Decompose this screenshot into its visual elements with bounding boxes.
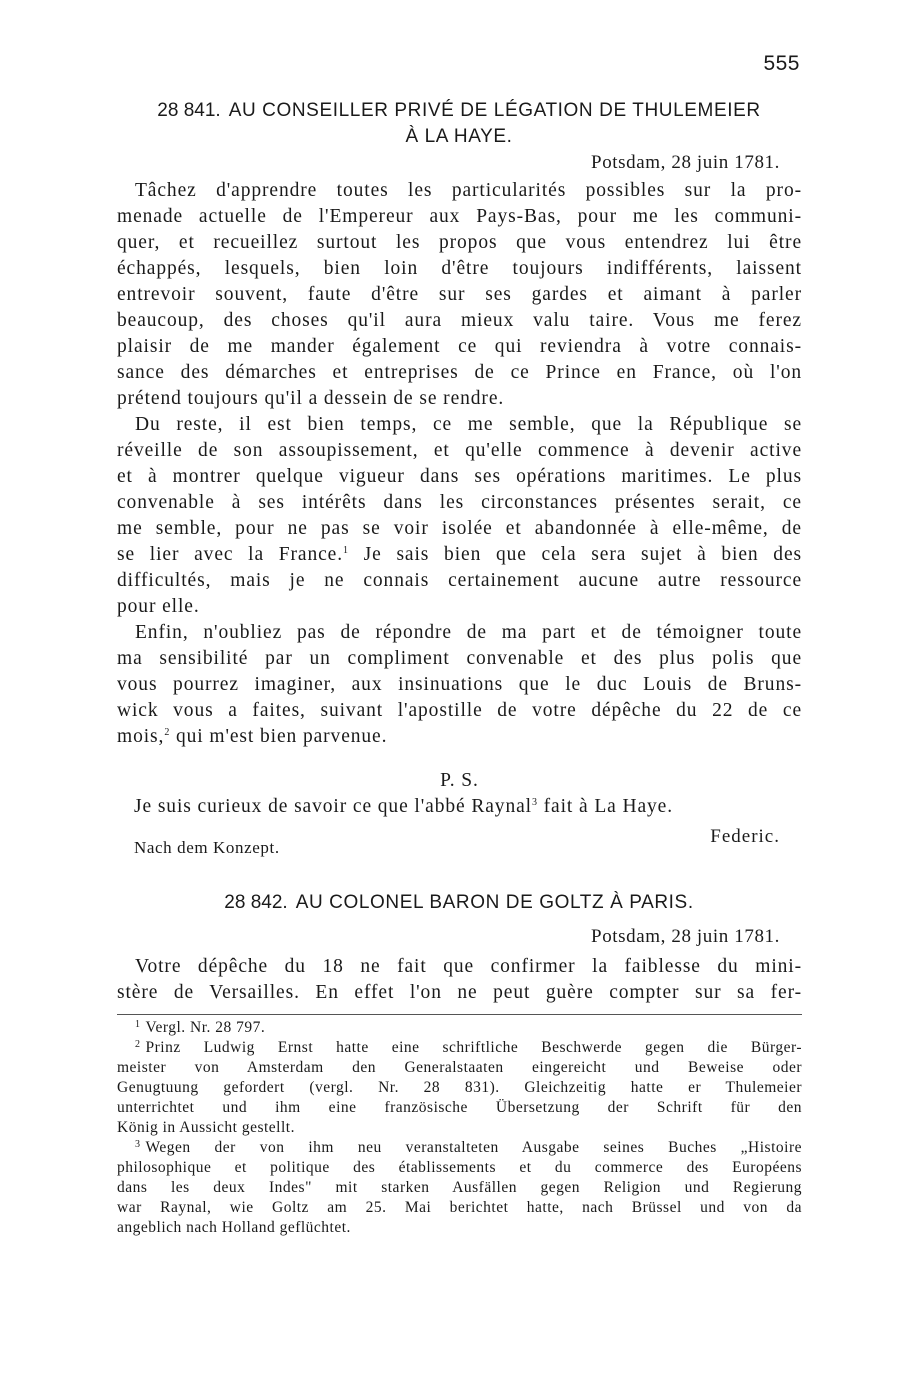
footnote-text: Vergl. Nr. 28 797. (145, 1019, 266, 1036)
footnote-3 (117, 1138, 802, 1238)
footnote-text: war Raynal, wie Goltz am 25. Mai berichtet hatte, nach Brüssel und von da (117, 1199, 802, 1216)
text-line: sance des démarches et entreprises de ce Prince en France, où l'on (117, 362, 802, 383)
text-line: ma sensibilité par un compliment convenable et des plus polis que (117, 648, 802, 669)
footnote-text: Wegen der von ihm neu veranstalteten Ausgabe seines Buches „Histoire (145, 1139, 802, 1156)
letter-1-dateline: Potsdam, 28 juin 1781. (591, 152, 780, 173)
text-line: Votre dépêche du 18 ne fait que confirmer la faiblesse du mini- (135, 956, 802, 977)
text-line: Du reste, il est bien temps, ce me semble, que la République se (135, 414, 802, 435)
letter-2-body (117, 954, 802, 1006)
text-fragment: Je sais bien que cela sera sujet à bien des (348, 544, 802, 565)
page-number: 555 (763, 52, 800, 75)
text-line: et à montrer quelque vigueur dans ses opérations maritimes. Le plus (117, 466, 802, 487)
footnote-text: angeblich nach Holland geflüchtet. (117, 1219, 351, 1236)
text-line: échappés, lesquels, bien loin d'être toujours indifférents, laissent (117, 258, 802, 279)
footnote-text: meister von Amsterdam den Generalstaaten eingereicht und Beweise oder (117, 1059, 802, 1076)
letter-2-heading-text: AU COLONEL BARON DE GOLTZ À PARIS. (295, 892, 694, 913)
footnotes (117, 1018, 802, 1238)
letter-1-heading-line-2: À LA HAYE. (405, 126, 513, 147)
text-fragment: qui m'est bien parvenue. (170, 726, 388, 747)
footnote-number: 1 (135, 1019, 141, 1030)
text-line: convenable à ses intérêts dans les circonstances présentes serait, ce (117, 492, 802, 513)
text-fragment: se lier avec la France. (117, 544, 344, 565)
footnote-text: dans les deux Indes" mit starken Ausfällen gegen Religion und Regierung (117, 1179, 802, 1196)
postscript-heading: P. S. (440, 770, 479, 791)
source-note: Nach dem Konzept. (134, 838, 280, 857)
letter-1-number: 28 841. (157, 100, 221, 121)
letter-2-dateline: Potsdam, 28 juin 1781. (591, 926, 780, 947)
text-line: quer, et recueillez surtout les propos que vous entendrez lui être (117, 232, 802, 253)
text-line: Tâchez d'apprendre toutes les particularités possibles sur la pro- (135, 180, 802, 201)
text-line: vous pourrez imaginer, aux insinuations que le duc Louis de Bruns- (117, 674, 802, 695)
text-line: prétend toujours qu'il a dessein de se rendre. (117, 388, 505, 409)
text-line: plaisir de me mander également ce qui reviendra à votre connais- (117, 336, 802, 357)
letter-2-heading (118, 890, 800, 915)
text-line: Enfin, n'oubliez pas de répondre de ma part et de témoigner toute (135, 622, 802, 643)
footnote-text: Prinz Ludwig Ernst hatte eine schriftliche Beschwerde gegen die Bürger- (145, 1039, 802, 1056)
text-fragment: Je suis curieux de savoir ce que l'abbé Raynal (134, 796, 532, 817)
text-line: difficultés, mais je ne connais certainement aucune autre ressource (117, 570, 802, 591)
letter-1-body (117, 178, 802, 750)
text-fragment: fait à La Haye. (537, 796, 673, 817)
letter-1-heading-line-1: AU CONSEILLER PRIVÉ DE LÉGATION DE THULEMEIER (228, 100, 761, 121)
footnote-number: 3 (135, 1139, 141, 1150)
text-line-with-footnote (117, 542, 802, 568)
letter-1-heading (118, 98, 800, 123)
letter-2-number: 28 842. (224, 892, 288, 913)
footnote-text: philosophique et politique des établissements et du commerce des Européens (117, 1159, 802, 1176)
footnote-divider (117, 1014, 802, 1015)
text-line: pour elle. (117, 596, 200, 617)
signature: Federic. (710, 826, 780, 847)
text-line: réveille de son assoupissement, et qu'elle commence à devenir active (117, 440, 802, 461)
text-line-with-footnote (117, 724, 802, 750)
text-line: stère de Versailles. En effet l'on ne peut guère compter sur sa fer- (117, 982, 802, 1003)
text-line: me semble, pour ne pas se voir isolée et abandonnée à elle-même, de (117, 518, 802, 539)
text-line: wick vous a faites, suivant l'apostille de votre dépêche du 22 de ce (117, 700, 802, 721)
text-line: beaucoup, des choses qu'il aura mieux valu taire. Vous me ferez (117, 310, 802, 331)
footnote-1 (117, 1018, 802, 1038)
footnote-marker-2[interactable]: 2 (164, 727, 171, 738)
text-line: menade actuelle de l'Empereur aux Pays-Bas, pour me les communi- (117, 206, 802, 227)
footnote-marker-1[interactable]: 1 (343, 545, 349, 556)
text-fragment: mois, (117, 726, 165, 747)
footnote-text: König in Aussicht gestellt. (117, 1119, 295, 1136)
text-line: entrevoir souvent, faute d'être sur ses gardes et aimant à parler (117, 284, 802, 305)
footnote-2 (117, 1038, 802, 1138)
footnote-marker-3[interactable]: 3 (531, 797, 538, 808)
footnote-number: 2 (135, 1039, 141, 1050)
footnote-text: Genugtuung gefordert (vergl. Nr. 28 831). Gleichzeitig hatte er Thulemeier (117, 1079, 802, 1096)
footnote-text: unterrichtet und ihm eine französische Übersetzung der Schrift für den (117, 1099, 802, 1116)
postscript-text (134, 796, 673, 818)
